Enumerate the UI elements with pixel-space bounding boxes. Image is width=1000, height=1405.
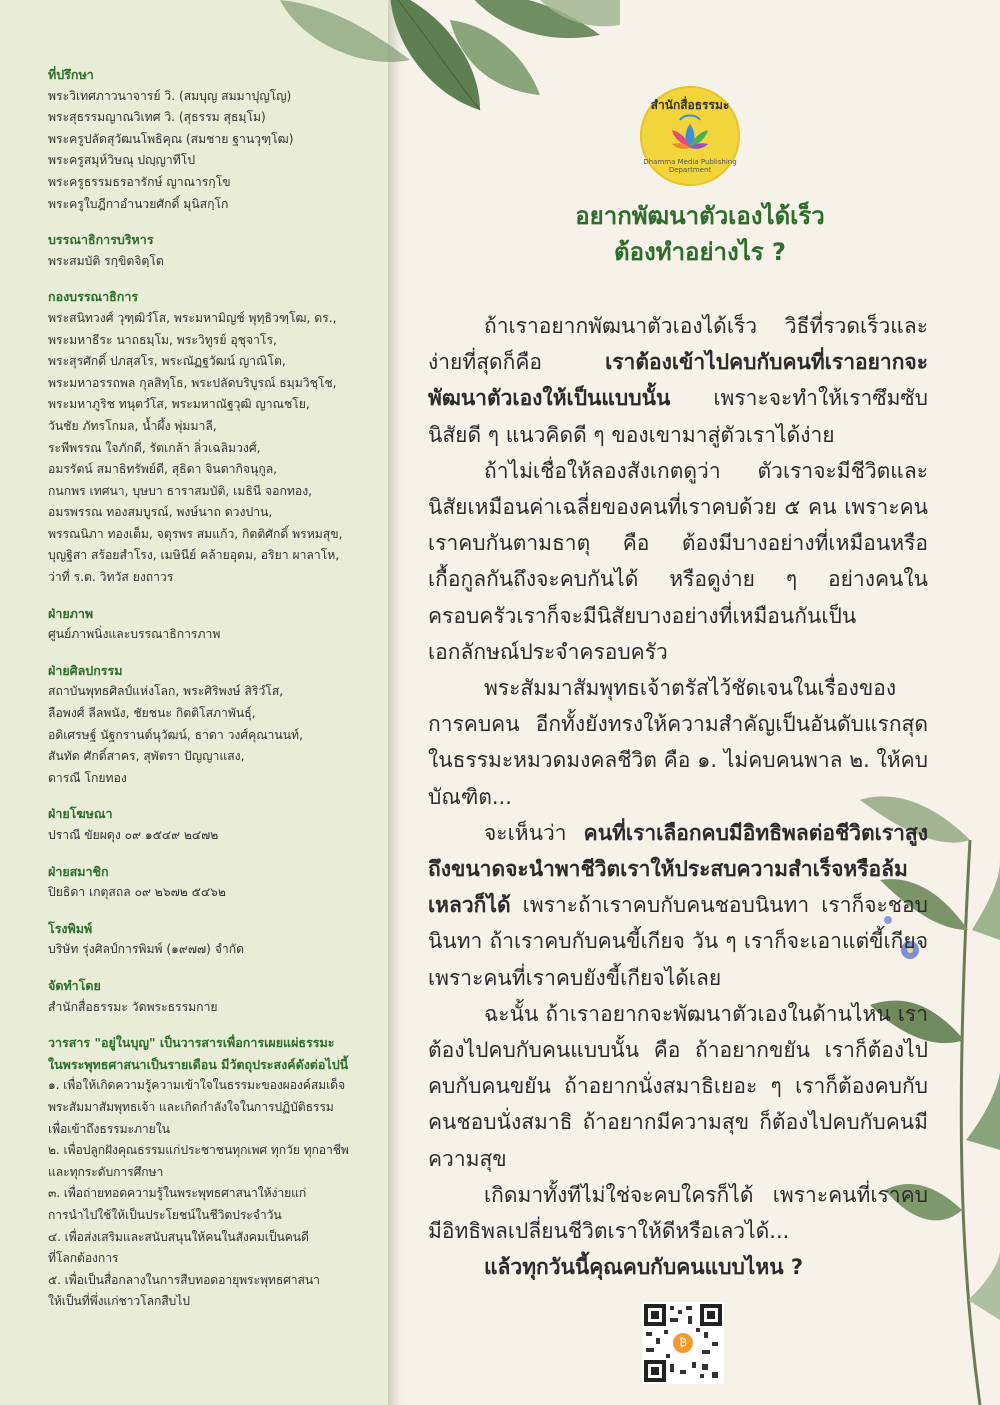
- paragraph-text: ถ้าเราอยากพัฒนาตัวเองได้เร็ว วิธีที่รวดเร็วและง่ายที่สุดก็คือ: [428, 314, 928, 375]
- credit-line: พรรณนิภา ทองเต็ม, จตุรพร สมแก้ว, กิตติศักดิ์ พรหมสุข,: [48, 526, 343, 541]
- paragraph-text: เพราะจะทำให้เราซึมซับนิสัยดี ๆ แนวคิดดี ๆ ของเขามาสู่ตัวเราได้ง่าย: [428, 386, 928, 447]
- editorial-board-section: [48, 286, 374, 588]
- credit-line: พระสมบัติ รกฺขิตจิตฺโต: [48, 253, 164, 268]
- credit-line: พระครูธรรมธรอารักษ์ ญาณารกฺโข: [48, 174, 231, 189]
- credit-line: อมรพรรณ ทองสมบูรณ์, พงษ์นาถ ดวงปาน,: [48, 505, 273, 520]
- credit-line: พระมหาภูริช ทนุตวํโส, พระมหาณัฐวุฒิ ญาณชโย,: [48, 397, 310, 412]
- bitcoin-icon: ₿: [673, 1333, 693, 1353]
- members-section: [48, 861, 374, 904]
- producer-section: [48, 975, 374, 1018]
- article-paragraph: [428, 815, 928, 996]
- article-paragraph: ฉะนั้น ถ้าเราอยากจะพัฒนาตัวเองในด้านไหน เราต้องไปคบกับคนแบบนั้น คือ ถ้าอยากขยัน เราก็ต้องไปคบกับคนขยัน ถ้าอยากนั่งสมาธิเยอะ ๆ เราก็ต้องคบกับคนชอบนั่งสมาธิ ถ้าอยากมีความสุข ก็ต้องไปคบกับคนมีความสุข: [428, 1001, 928, 1171]
- advisors-section: [48, 64, 374, 215]
- purpose-line: ๕. เพื่อเป็นสื่อกลางในการสืบทอดอายุพระพุทธศาสนา: [48, 1272, 320, 1287]
- article-title-line: อยากพัฒนาตัวเองได้เร็ว: [575, 202, 825, 230]
- section-title: จัดทำโดย: [48, 977, 101, 993]
- credit-line: กนกพร เทศนา, บุษบา ธาราสมบัติ, เมธินี จอกทอง,: [48, 483, 313, 498]
- paragraph-text: จะเห็นว่า: [484, 820, 584, 845]
- purpose-line: เพื่อเข้าถึงธรรมะภายใน: [48, 1121, 170, 1136]
- credit-line: สถาบันพุทธศิลป์แห่งโลก, พระศิริพงษ์ สิริวํโส,: [48, 684, 284, 699]
- section-title: ฝ่ายสมาชิก: [48, 863, 109, 879]
- purpose-line: ๑. เพื่อให้เกิดความรู้ความเข้าใจในธรรมะของผองค์สมเด็จ: [48, 1078, 346, 1093]
- paragraph-text: เพราะถ้าเราคบกับคนชอบนินทา เราก็จะชอบนินทา ถ้าเราคบกับคนขี้เกียจ วัน ๆ เราก็จะเอาแต่ขี้เกียจ เพราะคนที่เราคบยังขี้เกียจได้เลย: [428, 893, 928, 990]
- credit-line: ดารณี โกยทอง: [48, 770, 127, 785]
- credit-line: สำนักสื่อธรรมะ วัดพระธรรมกาย: [48, 999, 218, 1014]
- paragraph-emphasis: เราต้องเข้าไปคบกับคนที่เราอยากจะพัฒนาตัวเองให้เป็นแบบนั้น: [428, 350, 928, 411]
- purpose-line: และทุกระดับการศึกษา: [48, 1164, 164, 1179]
- article-paragraph: เกิดมาทั้งทีไม่ใช่จะคบใครก็ได้ เพราะคนที่เราคบมีอิทธิพลเปลี่ยนชีวิตเราให้ดีหรือเลวได้...: [428, 1182, 928, 1244]
- qr-code-icon[interactable]: [642, 1302, 724, 1384]
- credit-line: พระสนิทวงศ์ วุฑฺฒิวํโส, พระมหามิญช์ พุทฺธิวฑฺโฒ, ดร.,: [48, 310, 337, 325]
- printing-section: [48, 918, 374, 961]
- logo-subtext: Dhamma Media Publishing Department: [643, 158, 737, 174]
- paragraph-emphasis: คนที่เราเลือกคบมีอิทธิพลต่อชีวิตเราสูงถึงขนาดจะนำพาชีวิตเราให้ประสบความสำเร็จหรือล้มเหลวก็ได้: [428, 820, 928, 918]
- section-title: วารสาร "อยู่ในบุญ" เป็นวารสารเพื่อการเผยแผ่ธรรมะ: [48, 1035, 335, 1051]
- purpose-section: [48, 1032, 374, 1313]
- purpose-line: ๔. เพื่อส่งเสริมและสนับสนุนให้คนในสังคมเป็นคนดี: [48, 1229, 309, 1244]
- credit-line: พระครูสมุห์วิษณุ ปญฺญาทีโป: [48, 153, 196, 168]
- credit-line: พระมหาอรรถพล กุลสิทฺโธ, พระปลัดบริบูรณ์ ธมฺมวิชฺโช,: [48, 375, 337, 390]
- credit-line: พระวิเทศภาวนาจารย์ วิ. (สมบุญ สมมาปุญโญ): [48, 88, 292, 103]
- article-title-line: ต้องทำอย่างไร ?: [614, 238, 786, 266]
- art-section: [48, 660, 374, 790]
- credit-line: พระครูปลัดสุวัฒนโพธิคุณ (สมชาย ฐานวุฑฺโฒ): [48, 131, 294, 146]
- purpose-line: ให้เป็นที่พึ่งแก่ชาวโลกสืบไป: [48, 1294, 190, 1309]
- section-title: ฝ่ายโฆษณา: [48, 806, 113, 822]
- credit-line: ลือพงศ์ ลีลพนัง, ชัยชนะ กิตติโสภาพันธุ์,: [48, 706, 256, 721]
- photo-section: [48, 603, 374, 646]
- purpose-line: การนำไปใช้ให้เป็นประโยชน์ในชีวิตประจำวัน: [48, 1207, 282, 1222]
- article-paragraph: พระสัมมาสัมพุทธเจ้าตรัสไว้ชัดเจนในเรื่องของการคบคน อีกทั้งยังทรงให้ความสำคัญเป็นอันดับแรกสุดในธรรมะหมวดมงคลชีวิต คือ ๑. ไม่คบคนพาล ๒. ให้คบบัณฑิต...: [428, 676, 928, 809]
- credit-line: บริษัท รุ่งศิลป์การพิมพ์ (๑๙๗๗) จำกัด: [48, 942, 245, 957]
- section-title: โรงพิมพ์: [48, 920, 93, 936]
- credit-line: อดิเศรษฐ์ นัฐกรานต์นุวัฒน์, ธาดา วงศ์คุณานนท์,: [48, 727, 303, 742]
- credit-line: อมรรัตน์ สมาธิทรัพย์ดี, สุธิดา จินดากิจนุกูล,: [48, 462, 278, 477]
- purpose-line: ที่โลกต้องการ: [48, 1251, 119, 1266]
- credit-line: สันทัด ศักดิ์สาคร, สุพัตรา ปัญญาแสง,: [48, 749, 245, 764]
- page-fold: [388, 0, 406, 1405]
- section-title: ฝ่ายศิลปกรรม: [48, 662, 123, 678]
- credit-line: ระพีพรรณ ใจภักดี, รัตเกล้า ลิ่วเฉลิมวงศ์,: [48, 440, 261, 455]
- credit-line: ปิยธิดา เกตุสถล ๐๙ ๒๖๗๒ ๕๔๖๒: [48, 885, 226, 900]
- credit-line: ว่าที่ ร.ต. วิทวัส ยงถาวร: [48, 570, 174, 585]
- credit-line: พระมหาธีระ นาถธมฺโม, พระวิทูรย์ อุชุจาโร,: [48, 332, 277, 347]
- advertising-section: [48, 803, 374, 846]
- credit-line: วันชัย ภัทรโกมล, น้ำผึ้ง พุ่มมาลี,: [48, 418, 217, 433]
- credit-line: พระครูใบฎีกาอำนวยศักดิ์ มุนิสกฺโก: [48, 196, 229, 211]
- article-paragraph: ถ้าไม่เชื่อให้ลองสังเกตดูว่า ตัวเราจะมีชีวิตและนิสัยเหมือนค่าเฉลี่ยของคนที่เราคบด้วย ๕ คน เพราะคนเราคบกันตามธาตุ คือ ต้องมีบางอย่างที่เหมือนหรือเกื้อกูลกันถึงจะคบกันได้ หรือดูง่าย ๆ อย่างคนในครอบครัวเราก็จะมีนิสัยบางอย่างที่เหมือนกันเป็นเอกลักษณ์ประจำครอบครัว: [428, 458, 928, 664]
- credit-line: ปราณี ขัยผดุง ๐๙ ๑๕๔๙ ๒๔๗๒: [48, 828, 219, 842]
- article-paragraph: [428, 308, 928, 453]
- section-title: กองบรรณาธิการ: [48, 289, 139, 305]
- logo-text: สำนักสื่อธรรมะ: [650, 98, 730, 112]
- article-title: [430, 198, 970, 270]
- credit-line: พระสุรศักดิ์ ปภสฺสโร, พระณัฏฐวัฒน์ ญาณิโต,: [48, 354, 286, 369]
- credit-line: บุญฐิสา สร้อยสำโรง, เมษินีย์ คล้ายอุดม, อริยา ผาลาโห,: [48, 548, 340, 563]
- purpose-line: ๓. เพื่อถ่ายทอดความรู้ในพระพุทธศาสนาให้ง่ายแก่: [48, 1186, 307, 1201]
- section-title: บรรณาธิการบริหาร: [48, 232, 154, 248]
- purpose-line: ๒. เพื่อปลูกฝังคุณธรรมแก่ประชาชนทุกเพศ ทุกวัย ทุกอาชีพ: [48, 1143, 349, 1158]
- section-title: ในพระพุทธศาสนาเป็นรายเดือน มีวัตถุประสงค์ดังต่อไปนี้: [48, 1056, 349, 1072]
- article-body: [428, 308, 928, 1285]
- executive-editor-section: [48, 229, 374, 272]
- credit-line: พระสุธรรมญาณวิเทศ วิ. (สุธรรม สุธมฺโม): [48, 110, 266, 125]
- purpose-line: พระสัมมาสัมพุทธเจ้า และเกิดกำลังใจในการปฏิบัติธรรม: [48, 1099, 334, 1114]
- credit-line: ศูนย์ภาพนิ่งและบรรณาธิการภาพ: [48, 627, 221, 642]
- credits-list: [48, 64, 374, 1327]
- section-title: ที่ปรึกษา: [48, 67, 94, 82]
- dhamma-media-logo: [640, 86, 740, 186]
- closing-question: แล้วทุกวันนี้คุณคบกับคนแบบไหน ?: [484, 1255, 804, 1280]
- section-title: ฝ่ายภาพ: [48, 605, 94, 621]
